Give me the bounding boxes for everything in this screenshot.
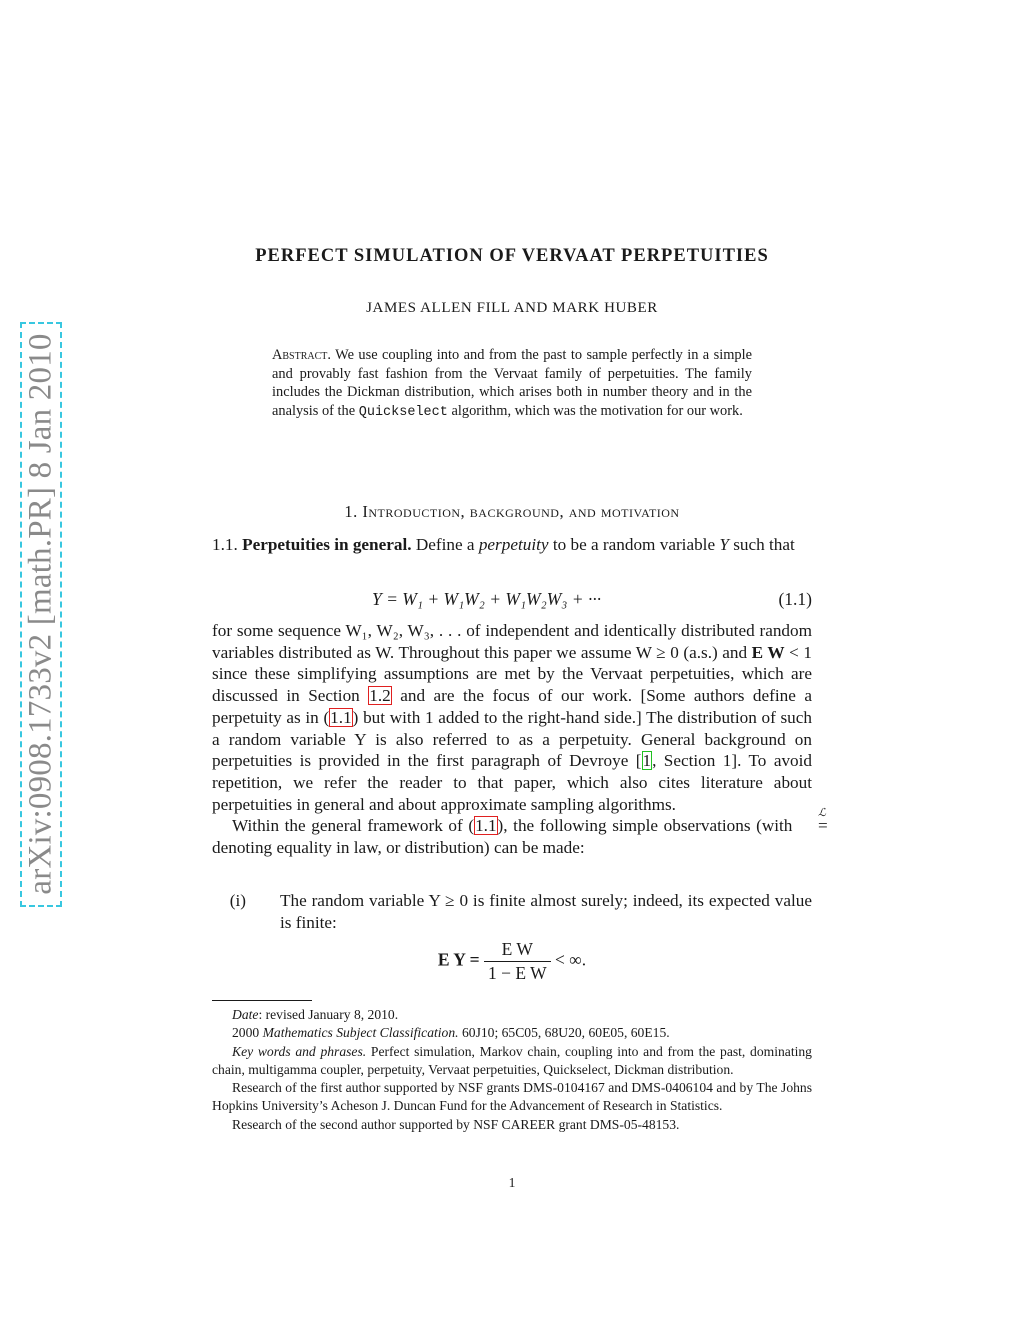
eq-lhs: Y xyxy=(372,589,382,609)
subsection-intro xyxy=(212,534,812,556)
msc-text: 60J10; 65C05, 68U20, 60E05, 60E15. xyxy=(461,1025,670,1041)
keywords-label: Key words and phrases. xyxy=(232,1043,367,1059)
abstract-text-2: algorithm, which was the motivation for our work. xyxy=(451,402,743,419)
arxiv-stamp: arXiv:0908.1733v2 [math.PR] 8 Jan 2010 xyxy=(22,333,59,895)
intro-text: Define a xyxy=(415,535,475,554)
ey-lhs: E Y = xyxy=(437,949,480,970)
abstract-label: Abstract. xyxy=(272,347,331,363)
eq-label: (1.1) xyxy=(778,589,812,609)
intro-term: perpetuity xyxy=(478,535,549,554)
msc-year: 2000 xyxy=(232,1025,260,1041)
footnote-funding-1: Research of the first author supported by NSF grants DMS-0104167 and DMS-0406104 and by The Johns Hopkins University’s Acheson J. Duncan Fund for the Advancement of Research in Statistics. xyxy=(212,1080,812,1114)
law-symbol-script: ℒ xyxy=(818,807,826,820)
footnotes xyxy=(212,1006,812,1134)
para2-text-c: denoting equality in law, or distribution) can be made: xyxy=(212,838,585,858)
section-heading xyxy=(0,502,1024,522)
section-ref-link[interactable]: 1.2 xyxy=(369,686,391,706)
paper-title: PERFECT SIMULATION OF VERVAAT PERPETUITIES xyxy=(255,246,769,266)
para2-text-a: Within the general framework of ( xyxy=(232,816,475,836)
paragraph-2 xyxy=(212,807,828,858)
page-number: 1 xyxy=(508,1175,516,1190)
ey-numerator: E W xyxy=(484,939,551,962)
date-text: : revised January 8, 2010. xyxy=(258,1007,399,1022)
footnote-date xyxy=(212,1006,812,1024)
eq-rhs: = W₁ + W₁W₂ + W₁W₂W₃ + ··· xyxy=(386,589,602,609)
paper-authors: JAMES ALLEN FILL AND MARK HUBER xyxy=(366,300,658,316)
keywords-text: Perfect simulation, Markov chain, coupling into and from the past, dominating chain, multigamma coupler, perpetuity, Vervaat perpetuities, Quickselect, Dickman distribution. xyxy=(212,1043,812,1077)
para1-text-d: ) but with 1 added to the right-hand side.] The distribution of such a random variable Y is also referred to as a perpetuity. General background on perpetuities is provided in the first paragraph of Devroye [ xyxy=(212,707,812,771)
equation-ref-link[interactable]: 1.1 xyxy=(330,707,352,727)
para2-text-b: ), the following simple observations (with xyxy=(497,816,793,836)
para1-ew: E W xyxy=(751,642,785,662)
paragraph-1 xyxy=(212,620,828,859)
equation-1-1 xyxy=(212,589,812,611)
abstract-code: Quickselect xyxy=(358,404,448,420)
footnote-keywords xyxy=(212,1043,812,1080)
abstract xyxy=(272,346,752,422)
intro-text-3: such that xyxy=(733,535,795,554)
ey-denominator: 1 − E W xyxy=(487,963,547,983)
citation-link[interactable]: 1 xyxy=(642,751,652,771)
intro-text-2: to be a random variable xyxy=(552,535,716,554)
abstract-text-1: We use coupling into and from the past to sample perfectly in a simple and provably fast fashion from the Vervaat family of perpetuities. The family includes the Dickman distribution, which arises both in number theory and in the analysis of the xyxy=(272,347,752,419)
law-equality-symbol xyxy=(798,807,828,837)
item-label: (i) xyxy=(229,891,246,910)
item-text: The random variable Y ≥ 0 is finite almost surely; indeed, its expected value is finite: xyxy=(280,891,812,932)
para1-text-e: , Section 1]. To avoid repetition, we refer the reader to that paper, which also cites literature about perpetuities in general and about approximate sampling algorithms. xyxy=(212,751,813,814)
para1-text-c: and are the focus of our work. [Some authors define a perpetuity as in ( xyxy=(212,686,812,727)
law-symbol-equals: = xyxy=(818,816,828,836)
section-title: Introduction, background, and motivation xyxy=(362,502,680,521)
subsection-title: Perpetuities in general. xyxy=(242,535,412,554)
ey-rhs: < ∞. xyxy=(555,949,587,970)
equation-ref-link-2[interactable]: 1.1 xyxy=(475,816,497,836)
section-number: 1. xyxy=(344,502,358,521)
intro-var: Y xyxy=(719,535,729,554)
equation-expected-value xyxy=(0,939,1024,984)
ey-fraction xyxy=(484,939,551,984)
para1-text-b: < 1 since these simplifying assumptions are met by the Vervaat perpetuities, which are discussed in Section xyxy=(212,642,812,706)
date-label: Date xyxy=(232,1007,259,1022)
footnote-msc xyxy=(212,1024,812,1042)
para1-text-a: for some sequence W₁, W₂, W₃, . . . of independent and identically distributed random variables distributed as W. Throughout this paper we assume W ≥ 0 (a.s.) and xyxy=(212,621,812,662)
msc-label: Mathematics Subject Classification. xyxy=(262,1025,459,1041)
footnote-funding-2: Research of the second author supported by NSF CAREER grant DMS-05-48153. xyxy=(232,1116,680,1132)
list-item-i xyxy=(212,890,812,933)
subsection-number: 1.1. xyxy=(212,535,238,554)
footnote-rule xyxy=(212,1000,312,1001)
